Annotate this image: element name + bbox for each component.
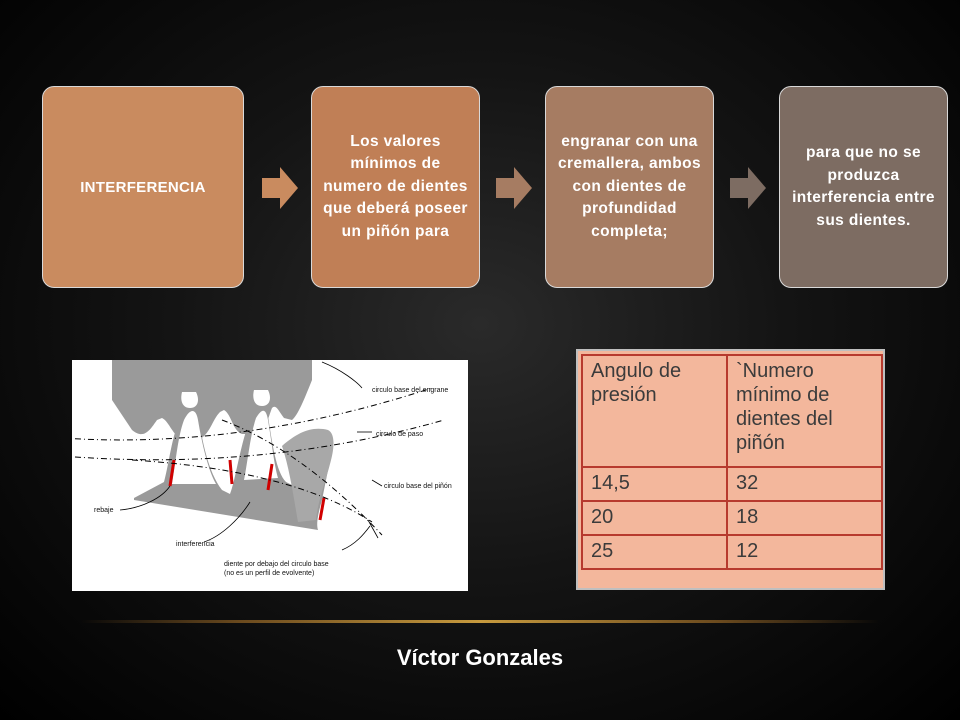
- label-tooth-below-1: diente por debajo del circulo base: [224, 561, 329, 568]
- table-row: [582, 467, 882, 501]
- label-base-gear: circulo base del engrane: [372, 387, 449, 394]
- pressure-angle-table: [581, 354, 883, 570]
- cell-teeth: 18: [727, 501, 882, 535]
- header-min-teeth: `Numero mínimo de dientes del piñón: [727, 355, 882, 467]
- flow-box-2: [311, 86, 480, 288]
- cell-angle: 20: [582, 501, 727, 535]
- flow-box-3: [545, 86, 714, 288]
- gear-interference-diagram: [72, 360, 468, 591]
- gold-divider: [80, 620, 880, 623]
- flow-box-1-text: INTERFERENCIA: [80, 178, 206, 196]
- flow-box-3-text: engranar con una cremallera, ambos con dientes de profundidad completa;: [558, 132, 701, 240]
- cell-teeth: 32: [727, 467, 882, 501]
- label-tooth-below-2: (no es un perfil de evolvente): [224, 570, 315, 577]
- label-pitch-circle: circulo de paso: [376, 431, 424, 438]
- table-row: [582, 535, 882, 569]
- cell-teeth: 12: [727, 535, 882, 569]
- header-pressure-angle: Angulo de presión: [582, 355, 727, 467]
- flow-box-interferencia: [42, 86, 244, 288]
- flow-box-4-text: para que no se produzca interferencia entre sus dientes.: [792, 144, 935, 229]
- upper-gear-body: [112, 360, 312, 440]
- flow-box-2-text: Los valores mínimos de numero de dientes que deberá poseer un piñón para: [323, 132, 468, 240]
- label-interference: interferencia: [176, 541, 215, 548]
- table-header-row: [582, 355, 882, 467]
- table-row: [582, 501, 882, 535]
- flow-box-4: [779, 86, 948, 288]
- min-teeth-table: [576, 349, 885, 590]
- author-name: Víctor Gonzales: [396, 645, 564, 670]
- label-base-pinion: circulo base del piñón: [384, 483, 452, 490]
- cell-angle: 14,5: [582, 467, 727, 501]
- label-undercut: rebaje: [94, 507, 114, 514]
- cell-angle: 25: [582, 535, 727, 569]
